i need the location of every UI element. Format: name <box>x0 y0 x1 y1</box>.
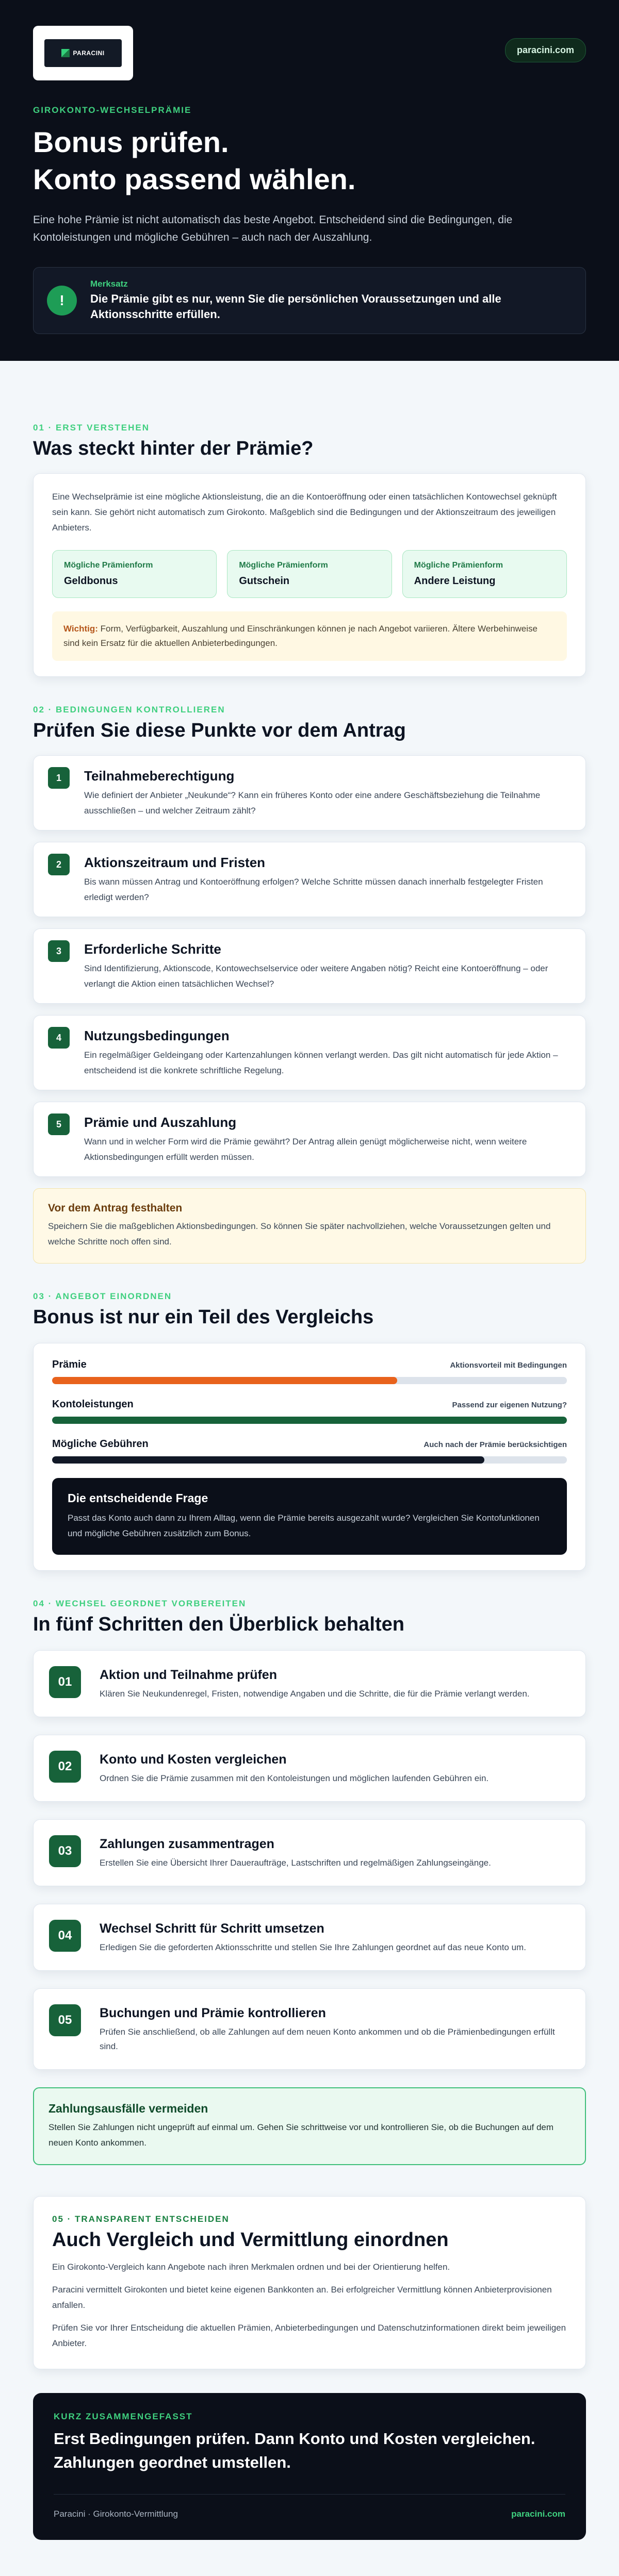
page-title <box>33 124 586 198</box>
condition-item <box>33 1102 586 1177</box>
switch-step-text: Klären Sie Neukundenregel, Fristen, notwendige Angaben und die Schritte, die für die Prämie verlangt werden. <box>100 1689 530 1699</box>
switch-step-body <box>100 1920 526 1955</box>
switch-step <box>33 1819 586 1886</box>
condition-title: Aktionszeitraum und Fristen <box>84 855 266 870</box>
switch-step-body <box>100 1751 488 1786</box>
section-title: Prüfen Sie diese Punkte vor dem Antrag <box>33 720 406 741</box>
intro-card <box>33 473 586 677</box>
comparison-card <box>33 1343 586 1571</box>
comparison-note: Auch nach der Prämie berücksichtigen <box>423 1440 567 1449</box>
notice-label: Merksatz <box>90 279 128 289</box>
summary-title: Erst Bedingungen prüfen. Dann Konto und Kosten vergleichen. Zahlungen geordnet umstellen. <box>54 2430 535 2471</box>
condition-title: Teilnahmeberechtigung <box>84 768 235 784</box>
condition-text: Bis wann müssen Antrag und Kontoeröffnung erfolgen? Welche Schritte müssen danach innerhalb festgelegter Fristen erledigt werden? <box>84 877 543 902</box>
condition-text: Wie definiert der Anbieter „Neukunde“? Kann ein früheres Konto oder eine andere Geschäftsbeziehung die Teilnahme ausschließen – und welcher Zeitraum zählt? <box>84 790 541 816</box>
condition-item <box>33 842 586 917</box>
warning-text: Form, Verfügbarkeit, Auszahlung und Einschränkungen können je nach Angebot variieren. Ältere Werbehinweise sind kein Ersatz für die aktuellen Anbieterbedingungen. <box>63 624 537 648</box>
page-title-line2: Konto passend wählen. <box>33 163 356 195</box>
transparency-paragraph: Ein Girokonto-Vergleich kann Angebote nach ihren Merkmalen ordnen und bei der Orientierung helfen. <box>52 2262 450 2272</box>
switch-step <box>33 1735 586 1802</box>
footer-site-link[interactable]: paracini.com <box>511 2509 565 2519</box>
payment-warning-title: Zahlungsausfälle vermeiden <box>48 2102 208 2115</box>
section-title: In fünf Schritten den Überblick behalten <box>33 1614 404 1635</box>
key-question-title: Die entscheidende Frage <box>68 1491 208 1505</box>
payment-warning-text: Stellen Sie Zahlungen nicht ungeprüft auf einmal um. Gehen Sie schrittweise vor und kontrollieren Sie, ob die Buchungen auf dem neuen Konto ankommen. <box>48 2122 554 2148</box>
condition-title: Erforderliche Schritte <box>84 941 221 957</box>
notice-body <box>90 279 572 322</box>
notice-text: Die Prämie gibt es nur, wenn Sie die persönlichen Voraussetzungen und alle Aktionsschritte erfüllen. <box>90 292 501 321</box>
comparison-row <box>52 1399 567 1424</box>
comparison-bar-fill <box>52 1456 484 1464</box>
comparison-bar-track <box>52 1417 567 1424</box>
section-eyebrow: 01 · ERST VERSTEHEN <box>33 423 150 433</box>
section-conditions <box>33 705 586 1264</box>
comparison-bar-track <box>52 1456 567 1464</box>
switch-step-text: Prüfen Sie anschließend, ob alle Zahlungen auf dem neuen Konto ankommen und ob die Prämienbedingungen erfüllt sind. <box>100 2027 555 2051</box>
switch-step-title: Aktion und Teilnahme prüfen <box>100 1668 277 1682</box>
condition-text: Sind Identifizierung, Aktionscode, Kontowechselservice oder weitere Angaben nötig? Reicht eine Kontoeröffnung – oder verlangt die Aktion einen tatsächlichen Wechsel? <box>84 963 548 989</box>
comparison-row-head <box>52 1438 567 1450</box>
comparison-label: Mögliche Gebühren <box>52 1438 149 1450</box>
condition-item <box>33 755 586 830</box>
payment-warning-note <box>33 2087 586 2165</box>
premium-form-value: Andere Leistung <box>414 575 496 587</box>
comparison-row <box>52 1359 567 1384</box>
logo-inner <box>44 39 122 67</box>
switch-step-title: Zahlungen zusammentragen <box>100 1837 274 1851</box>
switch-step-list <box>33 1650 586 2070</box>
premium-form-label: Mögliche Prämienform <box>64 561 153 570</box>
premium-form-label: Mögliche Prämienform <box>414 561 503 570</box>
switch-step-body <box>100 1666 530 1701</box>
switch-step-text: Erstellen Sie eine Übersicht Ihrer Daueraufträge, Lastschriften und regelmäßigen Zahlungseingänge. <box>100 1858 491 1868</box>
section-transparency <box>33 2196 586 2369</box>
step-number-badge: 04 <box>49 1920 81 1952</box>
logo[interactable] <box>33 26 133 80</box>
section-eyebrow: 04 · WECHSEL GEORDNET VORBEREITEN <box>33 1599 247 1608</box>
premium-form-card <box>227 550 392 598</box>
condition-item <box>33 1015 586 1090</box>
footer-brand: Paracini · Girokonto-Vermittlung <box>54 2509 178 2519</box>
comparison-note: Passend zur eigenen Nutzung? <box>452 1401 567 1409</box>
premium-form-card <box>52 550 217 598</box>
summary-eyebrow: KURZ ZUSAMMENGEFASST <box>54 2412 193 2421</box>
comparison-bar-fill <box>52 1377 397 1384</box>
record-note-title: Vor dem Antrag festhalten <box>48 1202 183 1214</box>
record-note <box>33 1188 586 1264</box>
comparison-note: Aktionsvorteil mit Bedingungen <box>450 1361 567 1370</box>
switch-step-body <box>100 2004 570 2054</box>
switch-step <box>33 1904 586 1971</box>
warning-box <box>52 611 567 661</box>
warning-label: Wichtig: <box>63 624 98 634</box>
transparency-paragraph: Prüfen Sie vor Ihrer Entscheidung die aktuellen Prämien, Anbieterbedingungen und Datenschutzinformationen direkt beim jeweiligen Anbieter. <box>52 2323 566 2348</box>
step-number-badge: 02 <box>49 1751 81 1783</box>
comparison-label: Prämie <box>52 1359 87 1370</box>
switch-step-text: Ordnen Sie die Prämie zusammen mit den Kontoleistungen und möglichen laufenden Gebühren ein. <box>100 1773 489 1783</box>
record-note-text: Speichern Sie die maßgeblichen Aktionsbedingungen. So können Sie später nachvollziehen, welche Voraussetzungen gelten und welche Schritte noch offen sind. <box>48 1221 551 1247</box>
summary-box <box>33 2393 586 2540</box>
condition-list <box>33 755 586 1177</box>
step-number-badge: 05 <box>49 2004 81 2036</box>
step-number-badge: 01 <box>49 1666 81 1698</box>
summary-footer <box>54 2494 565 2519</box>
condition-item <box>33 928 586 1004</box>
premium-form-label: Mögliche Prämienform <box>239 561 328 570</box>
step-number-badge: 03 <box>49 1835 81 1867</box>
step-number-badge: 2 <box>48 854 70 875</box>
premium-form-card <box>402 550 567 598</box>
exclamation-icon: ! <box>47 286 77 315</box>
condition-text: Wann und in welcher Form wird die Prämie gewährt? Der Antrag allein genügt möglicherweise nicht, wenn weitere Aktionsbedingungen erfüllt werden müssen. <box>84 1137 527 1162</box>
site-link-pill[interactable]: paracini.com <box>505 38 586 62</box>
section-title: Was steckt hinter der Prämie? <box>33 438 314 459</box>
condition-body <box>84 1027 571 1078</box>
step-number-badge: 3 <box>48 940 70 962</box>
section-eyebrow: 02 · BEDINGUNGEN KONTROLLIEREN <box>33 705 225 714</box>
section-understand <box>33 423 586 677</box>
condition-body <box>84 940 571 992</box>
step-number-badge: 4 <box>48 1027 70 1049</box>
condition-title: Nutzungsbedingungen <box>84 1028 230 1043</box>
key-question-text: Passt das Konto auch dann zu Ihrem Alltag, wenn die Prämie bereits ausgezahlt wurde? Vergleichen Sie Kontofunktionen und mögliche Gebühren zusätzlich zum Bonus. <box>68 1513 540 1538</box>
key-question-box <box>52 1478 567 1555</box>
premium-forms <box>52 550 567 598</box>
logo-text: PARACINI <box>73 49 105 57</box>
condition-title: Prämie und Auszahlung <box>84 1115 237 1130</box>
switch-step-body <box>100 1835 491 1870</box>
section-steps <box>33 1599 586 2165</box>
switch-step-title: Wechsel Schritt für Schritt umsetzen <box>100 1921 324 1936</box>
switch-step-title: Buchungen und Prämie kontrollieren <box>100 2006 326 2020</box>
section-title: Auch Vergleich und Vermittlung einordnen <box>52 2229 449 2251</box>
intro-text: Eine Wechselprämie ist eine mögliche Aktionsleistung, die an die Kontoeröffnung oder einen tatsächlichen Kontowechsel geknüpft sein kann. Sie gehört nicht automatisch zum Girokonto. Maßgeblich sind die Bedingungen und der Aktionszeitraum des jeweiligen Anbieters. <box>52 492 557 533</box>
section-title: Bonus ist nur ein Teil des Vergleichs <box>33 1306 374 1328</box>
condition-body <box>84 767 571 819</box>
switch-step <box>33 1650 586 1717</box>
section-compare <box>33 1291 586 1571</box>
condition-body <box>84 1114 571 1165</box>
hero-intro: Eine hohe Prämie ist nicht automatisch das beste Angebot. Entscheidend sind die Bedingungen, die Kontoleistungen und mögliche Gebühren – auch nach der Auszahlung. <box>33 214 513 243</box>
comparison-row-head <box>52 1359 567 1371</box>
page-title-line1: Bonus prüfen. <box>33 126 229 158</box>
comparison-row <box>52 1438 567 1464</box>
switch-step <box>33 1988 586 2070</box>
hero-top-bar <box>33 26 586 80</box>
notice-box <box>33 267 586 334</box>
comparison-label: Kontoleistungen <box>52 1399 134 1410</box>
comparison-bar-track <box>52 1377 567 1384</box>
transparency-paragraph: Paracini vermittelt Girokonten und bietet keine eigenen Bankkonten an. Bei erfolgreicher Vermittlung können Anbieterprovisionen anfallen. <box>52 2285 552 2310</box>
section-eyebrow: 03 · ANGEBOT EINORDNEN <box>33 1291 172 1301</box>
switch-step-title: Konto und Kosten vergleichen <box>100 1752 287 1767</box>
condition-body <box>84 854 571 905</box>
premium-form-value: Geldbonus <box>64 575 118 587</box>
hero-eyebrow: GIROKONTO-WECHSELPRÄMIE <box>33 105 192 115</box>
step-number-badge: 5 <box>48 1114 70 1135</box>
section-eyebrow: 05 · TRANSPARENT ENTSCHEIDEN <box>52 2214 230 2224</box>
condition-text: Ein regelmäßiger Geldeingang oder Kartenzahlungen können verlangt werden. Das gilt nicht automatisch für jede Aktion – entscheidend ist die konkrete schriftliche Regelung. <box>84 1050 558 1075</box>
premium-form-value: Gutschein <box>239 575 290 587</box>
step-number-badge: 1 <box>48 767 70 789</box>
logo-mark-icon <box>61 49 70 57</box>
comparison-bar-fill <box>52 1417 567 1424</box>
switch-step-text: Erledigen Sie die geforderten Aktionsschritte und stellen Sie Ihre Zahlungen geordnet auf das neue Konto um. <box>100 1942 526 1952</box>
main-content <box>0 361 619 2540</box>
comparison-row-head <box>52 1399 567 1410</box>
hero-section <box>0 0 619 361</box>
